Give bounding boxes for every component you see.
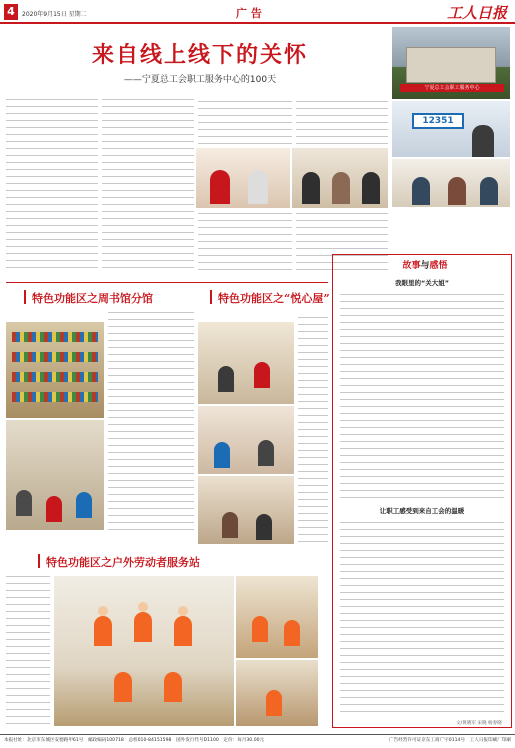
outdoor-station-photo [236,576,318,658]
page-header [0,0,515,24]
person-figure [258,440,274,466]
person-figure [362,172,380,204]
body-text-column [108,312,194,532]
library-photo [6,322,104,418]
story-title [390,258,460,271]
story-heading-2: 让职工感受到来自工会的温暖 [379,507,465,515]
worker-figure [284,620,300,646]
body-text-column [198,210,292,272]
worker-figure [134,612,152,642]
worker-figure [252,616,268,642]
section-label: 广 告 [236,7,262,20]
issue-date: 2020年9月15日 星期二 [22,11,87,18]
feature-title-outdoor-station: 特色功能区之户外劳动者服务站 [42,552,204,572]
page-number: 4 [4,4,18,20]
masthead-logo: 工人日报 [446,4,507,22]
worker-head [138,602,148,612]
story-title-part: 故事 [402,261,421,271]
meeting-photo [292,148,388,208]
hotline-sign: 12351 [412,113,464,129]
story-heading-1: 我眼里的“关大姐” [394,279,450,287]
headline: 来自线上线下的关怀 [91,42,308,68]
person-figure [210,170,230,204]
hotline-staff-photo [392,101,510,157]
story-title-part: 感悟 [429,261,448,271]
feature-title-wellness: 特色功能区之“悦心屋” [214,288,334,308]
body-text-column [102,98,194,278]
worker-head [178,606,188,616]
counseling-photo [196,148,290,208]
service-center-building-photo [392,27,510,99]
body-text-column [298,312,328,544]
footer-license: 广告经营许可证京东工商广字0114号 工人日报印刷厂印刷 [389,738,511,743]
staff-figure [448,177,466,205]
person-figure [218,366,234,392]
worker-figure [94,616,112,646]
worker-figure [174,616,192,646]
outdoor-workers-photo [54,576,234,726]
worker-head [98,606,108,616]
person-figure [256,514,272,540]
feature-title-library: 特色功能区之周书馆分馆 [28,288,157,308]
footer-info: 本报社址：北京市东城区安德路甲61号 邮政编码100718 总机010-84151598 国外发行代号D1100 定价：每月30.00元 [4,738,265,743]
staff-figure [472,125,494,157]
person-figure [222,512,238,538]
bookshelf [12,372,98,382]
service-desk-photo [392,159,510,207]
story-text [340,518,504,714]
building [406,47,496,83]
reading-room-photo [6,420,104,530]
body-text-column [198,98,292,146]
byline: 文/黄晓军 宋晓 杨春晓 [456,721,502,726]
person-figure [248,170,268,204]
worker-figure [164,672,182,702]
subheadline: ——宁夏总工会职工服务中心的100天 [123,75,277,85]
story-title-part: 与 [420,261,430,271]
person-figure [332,172,350,204]
bookshelf [12,352,98,362]
worker-figure [114,672,132,702]
worker-figure [266,690,282,716]
wellness-room-photo [198,322,294,404]
person-figure [76,492,92,518]
body-text-column [296,98,388,146]
outdoor-rest-photo [236,660,318,726]
person-figure [16,490,32,516]
person-figure [214,442,230,468]
body-text-column [6,576,50,726]
staff-figure [480,177,498,205]
building-banner: 宁夏总工会职工服务中心 [400,84,504,92]
page-footer [0,734,515,748]
section-divider [6,282,328,283]
story-text [340,290,504,500]
body-text-column [6,98,98,278]
bookshelf [12,392,98,402]
wellness-session-photo [198,476,294,544]
person-figure [302,172,320,204]
staff-figure [412,177,430,205]
bookshelf [12,332,98,342]
person-figure [46,496,62,522]
wellness-activity-photo [198,406,294,474]
person-figure [254,362,270,388]
